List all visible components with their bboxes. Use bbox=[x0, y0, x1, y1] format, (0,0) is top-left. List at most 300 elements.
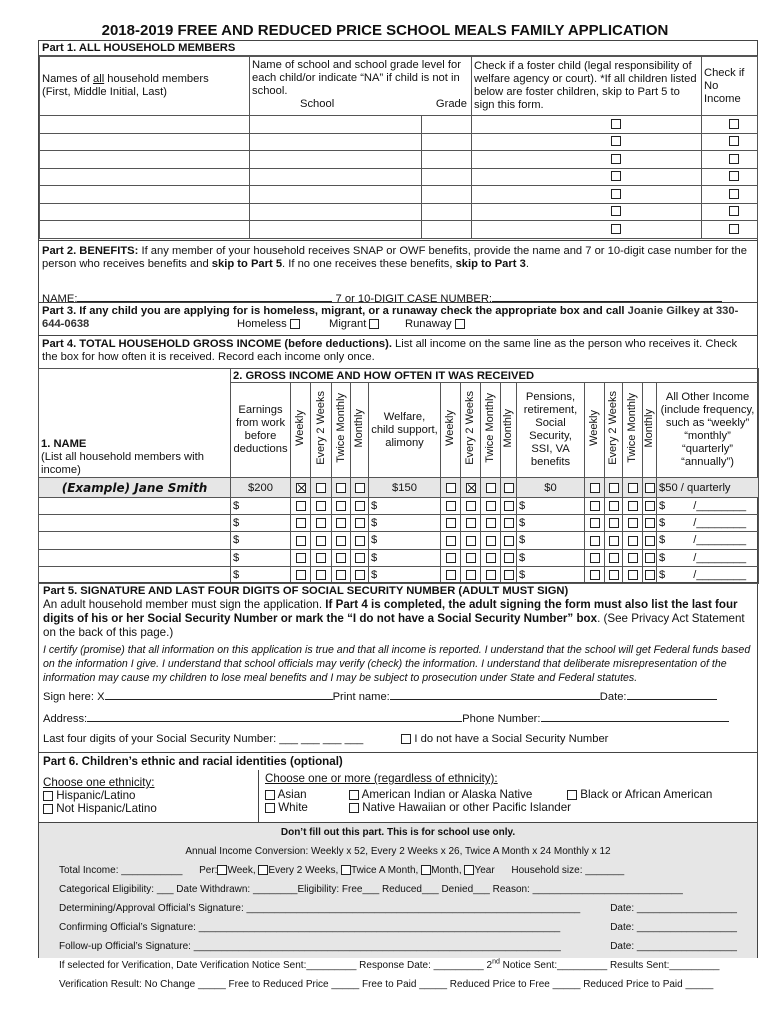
checkbox[interactable] bbox=[504, 501, 514, 511]
checkbox[interactable] bbox=[486, 483, 496, 493]
race-option[interactable]: Black or African American bbox=[567, 788, 712, 801]
checkbox[interactable] bbox=[446, 553, 456, 563]
checkbox[interactable] bbox=[729, 171, 739, 181]
frequency-cell bbox=[332, 478, 351, 498]
checkbox[interactable] bbox=[611, 189, 621, 199]
dollar-sign: $ bbox=[659, 551, 666, 564]
checkbox[interactable] bbox=[486, 501, 496, 511]
checkbox[interactable] bbox=[336, 553, 346, 563]
frequency-header bbox=[605, 383, 623, 478]
checkbox[interactable] bbox=[486, 536, 496, 546]
checkbox[interactable] bbox=[729, 154, 739, 164]
household-member-row bbox=[40, 116, 758, 134]
frequency-cell bbox=[332, 498, 351, 515]
no-income-cell[interactable] bbox=[702, 133, 758, 151]
names-header: Names of all household members (First, Middle Initial, Last) bbox=[40, 57, 250, 116]
checkbox[interactable] bbox=[645, 570, 655, 580]
per-option-label: Month, bbox=[431, 865, 462, 876]
frequency-cell bbox=[585, 549, 605, 566]
checkbox[interactable] bbox=[504, 553, 514, 563]
checkbox[interactable] bbox=[609, 553, 619, 563]
income-row bbox=[39, 566, 759, 583]
income-name-cell[interactable] bbox=[39, 498, 231, 515]
frequency-cell bbox=[605, 566, 623, 583]
example-pensions: $0 bbox=[517, 478, 585, 498]
amount-cell[interactable]: $ bbox=[517, 566, 585, 583]
school-cell[interactable] bbox=[250, 186, 422, 204]
total-income-row: Total Income: ___________ Per: Week, Every 2 Weeks, Twice A Month, Month, Year Household size: _______ bbox=[59, 865, 625, 876]
checkbox[interactable] bbox=[355, 553, 365, 563]
no-income-cell[interactable] bbox=[702, 168, 758, 186]
benefit-name-field[interactable] bbox=[77, 291, 332, 302]
frequency-cell bbox=[481, 566, 501, 583]
checkbox[interactable] bbox=[729, 224, 739, 234]
grade-cell[interactable] bbox=[422, 116, 472, 134]
homeless-option[interactable]: Homeless bbox=[237, 318, 300, 331]
date-label: Date: __________________ bbox=[610, 941, 737, 952]
determining-signature: Determining/Approval Official’s Signature: ____________________________________________________________ bbox=[59, 903, 581, 914]
frequency-cell bbox=[461, 566, 481, 583]
school-use-section bbox=[39, 823, 757, 990]
date-label: Date: __________________ bbox=[610, 903, 737, 914]
member-name-cell[interactable] bbox=[40, 151, 250, 169]
per-option[interactable] bbox=[421, 865, 464, 876]
checkbox[interactable] bbox=[504, 518, 514, 528]
frequency-label: Weekly bbox=[444, 410, 456, 446]
amount-cell[interactable]: $ bbox=[231, 515, 291, 532]
school-header: Name of school and school grade level for each child/or indicate “NA” if child is not in school. School Grade bbox=[250, 57, 472, 116]
frequency-cell bbox=[291, 515, 311, 532]
frequency-label: Monthly bbox=[643, 408, 655, 448]
grade-cell[interactable] bbox=[422, 203, 472, 221]
frequency-cell bbox=[643, 498, 657, 515]
school-cell[interactable] bbox=[250, 221, 422, 239]
checkbox[interactable] bbox=[729, 119, 739, 129]
no-income-cell[interactable] bbox=[702, 151, 758, 169]
race-option[interactable]: White bbox=[265, 801, 308, 814]
signature-field[interactable] bbox=[105, 689, 333, 700]
foster-cell[interactable] bbox=[472, 116, 702, 134]
runaway-option[interactable]: Runaway bbox=[405, 318, 465, 331]
address-field[interactable] bbox=[87, 711, 462, 722]
foster-cell[interactable] bbox=[472, 186, 702, 204]
dollar-sign: $ bbox=[659, 568, 666, 581]
grade-cell[interactable] bbox=[422, 168, 472, 186]
checkbox[interactable] bbox=[729, 206, 739, 216]
print-name-field[interactable] bbox=[390, 689, 600, 700]
frequency-cell bbox=[643, 515, 657, 532]
checkbox[interactable] bbox=[336, 518, 346, 528]
case-number-field[interactable] bbox=[492, 291, 722, 302]
ssn-row bbox=[43, 733, 753, 746]
checkbox[interactable] bbox=[296, 501, 306, 511]
frequency-cell bbox=[311, 532, 332, 549]
checkbox[interactable] bbox=[316, 518, 326, 528]
part2-text: Part 2. BENEFITS: If any member of your household receives SNAP or OWF benefits, provide the name and 7 or 10-digit case number for the person who receives benefits and skip to Part 5. If no one receives these benefits, skip to Part 3. bbox=[42, 245, 747, 270]
checkbox[interactable] bbox=[296, 570, 306, 580]
member-name-cell[interactable] bbox=[40, 221, 250, 239]
frequency-cell bbox=[501, 478, 517, 498]
frequency-cell bbox=[501, 515, 517, 532]
frequency-cell bbox=[461, 498, 481, 515]
checkbox[interactable] bbox=[258, 865, 268, 875]
frequency-header bbox=[461, 383, 481, 478]
checkbox[interactable] bbox=[316, 553, 326, 563]
runaway-checkbox[interactable] bbox=[455, 319, 465, 329]
frequency-blank: /________ bbox=[693, 551, 747, 564]
checkbox[interactable] bbox=[628, 570, 638, 580]
example-name: (Example) Jane Smith bbox=[39, 478, 231, 498]
checkbox[interactable] bbox=[628, 553, 638, 563]
checkbox[interactable] bbox=[486, 518, 496, 528]
amount-cell[interactable]: $ bbox=[369, 566, 441, 583]
school-cell[interactable] bbox=[250, 168, 422, 186]
frequency-cell bbox=[605, 549, 623, 566]
frequency-cell bbox=[585, 566, 605, 583]
frequency-label: Every 2 Weeks bbox=[314, 391, 327, 465]
foster-header: Check if a foster child (legal responsibility of welfare agency or court). *If all children listed below are foster children, skip to Part 5 to sign this form. bbox=[472, 57, 702, 116]
confirming-signature: Confirming Official’s Signature: _________________________________________________________________ bbox=[59, 922, 561, 933]
checkbox[interactable] bbox=[609, 501, 619, 511]
income-row bbox=[39, 532, 759, 549]
school-cell[interactable] bbox=[250, 151, 422, 169]
frequency-cell bbox=[311, 566, 332, 583]
no-ssn-option[interactable]: I do not have a Social Security Number bbox=[401, 733, 608, 745]
frequency-cell bbox=[441, 566, 461, 583]
grade-cell[interactable] bbox=[422, 133, 472, 151]
frequency-cell bbox=[623, 566, 643, 583]
frequency-label: Weekly bbox=[588, 410, 600, 446]
checkbox[interactable] bbox=[645, 536, 655, 546]
checkbox[interactable] bbox=[611, 119, 621, 129]
frequency-cell bbox=[623, 498, 643, 515]
frequency-cell bbox=[311, 549, 332, 566]
checkbox[interactable] bbox=[628, 483, 638, 493]
no-income-cell[interactable] bbox=[702, 116, 758, 134]
frequency-cell bbox=[643, 478, 657, 498]
checkbox[interactable] bbox=[504, 483, 514, 493]
no-ssn-checkbox[interactable] bbox=[401, 734, 411, 744]
foster-cell[interactable] bbox=[472, 221, 702, 239]
part6-section bbox=[39, 753, 757, 823]
checkbox[interactable] bbox=[355, 536, 365, 546]
checkbox[interactable] bbox=[645, 483, 655, 493]
other-income-header: All Other Income (include frequency, such as “weekly” “monthly” “quarterly” “annually”) bbox=[657, 383, 759, 478]
school-cell[interactable] bbox=[250, 133, 422, 151]
income-conversion: Annual Income Conversion: Weekly x 52, Every 2 Weeks x 26, Twice A Month x 24 Monthly x 12 bbox=[185, 846, 611, 857]
checkbox[interactable] bbox=[296, 553, 306, 563]
frequency-cell bbox=[332, 549, 351, 566]
grade-cell[interactable] bbox=[422, 221, 472, 239]
checkbox[interactable] bbox=[645, 518, 655, 528]
checkbox[interactable] bbox=[446, 536, 456, 546]
frequency-cell bbox=[643, 532, 657, 549]
checkbox[interactable] bbox=[590, 518, 600, 528]
amount-cell[interactable]: $ bbox=[369, 498, 441, 515]
checkbox[interactable] bbox=[355, 518, 365, 528]
frequency-blank: /________ bbox=[693, 568, 747, 581]
household-member-row bbox=[40, 133, 758, 151]
checkbox[interactable] bbox=[446, 570, 456, 580]
frequency-label: Weekly bbox=[294, 410, 306, 446]
amount-cell[interactable]: $ bbox=[231, 549, 291, 566]
checkbox[interactable] bbox=[590, 483, 600, 493]
migrant-checkbox[interactable] bbox=[369, 319, 379, 329]
member-name-cell[interactable] bbox=[40, 133, 250, 151]
frequency-header bbox=[585, 383, 605, 478]
checkbox[interactable] bbox=[729, 189, 739, 199]
part1-section bbox=[39, 41, 757, 238]
frequency-cell bbox=[481, 532, 501, 549]
homeless-checkbox[interactable] bbox=[290, 319, 300, 329]
household-member-row bbox=[40, 186, 758, 204]
frequency-label: Monthly bbox=[353, 408, 365, 448]
checkbox[interactable] bbox=[464, 865, 474, 875]
frequency-cell bbox=[585, 515, 605, 532]
frequency-cell bbox=[501, 566, 517, 583]
checkbox[interactable] bbox=[504, 536, 514, 546]
migrant-option[interactable]: Migrant bbox=[329, 318, 379, 331]
member-name-cell[interactable] bbox=[40, 168, 250, 186]
checkbox[interactable] bbox=[446, 518, 456, 528]
frequency-cell bbox=[351, 566, 369, 583]
checkbox[interactable] bbox=[590, 570, 600, 580]
per-option-label: Year bbox=[474, 865, 495, 876]
member-name-cell[interactable] bbox=[40, 203, 250, 221]
checkbox[interactable] bbox=[628, 536, 638, 546]
foster-cell[interactable] bbox=[472, 133, 702, 151]
verification-result: Verification Result: No Change _____ Free to Reduced Price _____ Free to Paid _____ Reduced Price to Free _____ Reduced Price to Paid _____ bbox=[59, 979, 714, 990]
frequency-cell bbox=[605, 498, 623, 515]
checkbox[interactable] bbox=[296, 536, 306, 546]
example-earnings: $200 bbox=[231, 478, 291, 498]
form-title: 2018-2019 FREE AND REDUCED PRICE SCHOOL MEALS FAMILY APPLICATION bbox=[101, 22, 669, 39]
frequency-cell bbox=[623, 515, 643, 532]
frequency-cell bbox=[501, 549, 517, 566]
foster-cell[interactable] bbox=[472, 151, 702, 169]
race-option[interactable]: Native Hawaiian or other Pacific Islander bbox=[349, 801, 571, 814]
frequency-cell bbox=[351, 478, 369, 498]
checkbox[interactable] bbox=[341, 865, 351, 875]
ethnicity-option[interactable]: Not Hispanic/Latino bbox=[43, 802, 157, 815]
frequency-cell bbox=[481, 498, 501, 515]
frequency-header bbox=[501, 383, 517, 478]
verification-row: If selected for Verification, Date Verification Notice Sent:_________ Response Date: _________ 2nd Notice Sent:_________ Results Sent:_________ bbox=[59, 958, 720, 971]
frequency-label: Every 2 Weeks bbox=[464, 391, 476, 465]
frequency-cell bbox=[351, 498, 369, 515]
part4-section: Part 4. TOTAL HOUSEHOLD GROSS INCOME (before deductions). List all income on the same line as the person who receives it. Check the box for how often it is received. Record each income only once. bbox=[42, 338, 738, 363]
amount-cell[interactable]: $ bbox=[369, 549, 441, 566]
amount-cell[interactable]: $ bbox=[369, 515, 441, 532]
frequency-cell bbox=[441, 532, 461, 549]
household-member-row bbox=[40, 151, 758, 169]
checkbox[interactable] bbox=[336, 483, 346, 493]
race-option[interactable]: American Indian or Alaska Native bbox=[349, 788, 532, 801]
race-option[interactable]: Asian bbox=[265, 788, 307, 801]
ethnicity-option[interactable]: Hispanic/Latino bbox=[43, 789, 136, 802]
dollar-sign: $ bbox=[659, 534, 666, 547]
date-field[interactable] bbox=[627, 689, 717, 700]
certification-text: I certify (promise) that all information on this application is true and that all income is reported. I understand that the school will get Federal funds based on the information I give. I understand that school officials may verify (check) the information. I understand that deliberate misrepresentation of the information may cause my children to lose meal benefits and I may be subject to prosecution under State and Federal statutes. bbox=[43, 644, 751, 684]
frequency-cell bbox=[623, 549, 643, 566]
foster-cell[interactable] bbox=[472, 168, 702, 186]
income-name-cell[interactable] bbox=[39, 515, 231, 532]
checkbox[interactable] bbox=[446, 483, 456, 493]
amount-cell[interactable]: $ bbox=[517, 498, 585, 515]
part2-section bbox=[39, 240, 757, 303]
checkbox[interactable] bbox=[316, 501, 326, 511]
checkbox[interactable] bbox=[316, 570, 326, 580]
income-row bbox=[39, 515, 759, 532]
checkbox[interactable] bbox=[355, 570, 365, 580]
frequency-blank: /________ bbox=[693, 534, 747, 547]
checkbox[interactable] bbox=[336, 536, 346, 546]
no-income-cell[interactable] bbox=[702, 221, 758, 239]
frequency-cell bbox=[623, 532, 643, 549]
checkbox[interactable] bbox=[628, 518, 638, 528]
checkbox[interactable] bbox=[421, 865, 431, 875]
frequency-header bbox=[643, 383, 657, 478]
checkbox[interactable] bbox=[729, 136, 739, 146]
gross-income-heading: 2. GROSS INCOME AND HOW OFTEN IT WAS RECEIVED bbox=[231, 369, 759, 383]
checkbox[interactable] bbox=[486, 570, 496, 580]
checkbox[interactable] bbox=[296, 518, 306, 528]
grade-cell[interactable] bbox=[422, 151, 472, 169]
checkbox[interactable] bbox=[590, 536, 600, 546]
checkbox[interactable] bbox=[590, 553, 600, 563]
foster-cell[interactable] bbox=[472, 203, 702, 221]
other-income-cell[interactable] bbox=[657, 532, 759, 549]
checkbox[interactable] bbox=[590, 501, 600, 511]
checkbox[interactable] bbox=[611, 154, 621, 164]
member-name-cell[interactable] bbox=[40, 186, 250, 204]
checkbox[interactable] bbox=[486, 553, 496, 563]
checkbox[interactable] bbox=[466, 536, 476, 546]
checkbox[interactable] bbox=[336, 570, 346, 580]
phone-field[interactable] bbox=[541, 711, 729, 722]
checkbox[interactable] bbox=[466, 553, 476, 563]
amount-cell[interactable]: $ bbox=[517, 532, 585, 549]
checkbox[interactable] bbox=[504, 570, 514, 580]
frequency-cell bbox=[311, 498, 332, 515]
dollar-sign: $ bbox=[659, 500, 666, 513]
checkbox[interactable] bbox=[355, 501, 365, 511]
address-row: Address: Phone Number: bbox=[43, 711, 753, 726]
amount-cell[interactable]: $ bbox=[231, 498, 291, 515]
frequency-cell bbox=[585, 532, 605, 549]
per-option-label: Week, bbox=[227, 865, 256, 876]
member-name-cell[interactable] bbox=[40, 116, 250, 134]
per-option[interactable] bbox=[464, 865, 497, 876]
income-name-cell[interactable] bbox=[39, 549, 231, 566]
checkbox[interactable] bbox=[611, 206, 621, 216]
checkbox[interactable] bbox=[609, 570, 619, 580]
checkbox[interactable] bbox=[611, 136, 621, 146]
other-income-cell[interactable] bbox=[657, 515, 759, 532]
date-label: Date: __________________ bbox=[610, 922, 737, 933]
frequency-label: Twice Monthly bbox=[484, 393, 496, 463]
checkbox[interactable] bbox=[316, 483, 326, 493]
frequency-cell bbox=[441, 498, 461, 515]
income-name-cell[interactable] bbox=[39, 566, 231, 583]
signature-row: Sign here: X Print name: Date: bbox=[43, 689, 753, 704]
school-use-heading: Don’t fill out this part. This is for school use only. bbox=[280, 827, 516, 838]
per-option[interactable] bbox=[341, 865, 421, 876]
checkbox[interactable] bbox=[217, 865, 227, 875]
checkbox[interactable] bbox=[466, 518, 476, 528]
checkbox[interactable] bbox=[645, 501, 655, 511]
no-income-cell[interactable] bbox=[702, 203, 758, 221]
name-header: 1. NAME (List all household members with income) bbox=[39, 369, 231, 478]
amount-cell[interactable]: $ bbox=[517, 515, 585, 532]
per-option[interactable] bbox=[217, 865, 258, 876]
frequency-cell bbox=[643, 566, 657, 583]
amount-cell[interactable]: $ bbox=[231, 532, 291, 549]
checkbox[interactable] bbox=[609, 536, 619, 546]
frequency-cell bbox=[605, 478, 623, 498]
checkbox[interactable] bbox=[466, 570, 476, 580]
checkbox[interactable] bbox=[611, 224, 621, 234]
frequency-cell bbox=[441, 549, 461, 566]
checkbox[interactable] bbox=[316, 536, 326, 546]
other-income-cell[interactable] bbox=[657, 549, 759, 566]
checkbox[interactable] bbox=[336, 501, 346, 511]
other-income-cell[interactable] bbox=[657, 498, 759, 515]
frequency-header bbox=[311, 383, 332, 478]
frequency-cell bbox=[291, 498, 311, 515]
frequency-header bbox=[481, 383, 501, 478]
part3-section: Part 3. If any child you are applying for is homeless, migrant, or a runaway check the appropriate box and call Joanie Gilkey at 330-644-0638 Homeless Migrant Runaway bbox=[39, 303, 757, 336]
checkbox[interactable] bbox=[466, 483, 476, 493]
income-table bbox=[38, 368, 759, 584]
per-option[interactable] bbox=[258, 865, 341, 876]
frequency-cell bbox=[291, 532, 311, 549]
checkbox[interactable] bbox=[609, 518, 619, 528]
checkbox[interactable] bbox=[628, 501, 638, 511]
checkbox[interactable] bbox=[645, 553, 655, 563]
grade-cell[interactable] bbox=[422, 186, 472, 204]
checkbox[interactable] bbox=[609, 483, 619, 493]
per-option-label: Twice A Month, bbox=[351, 865, 419, 876]
frequency-cell bbox=[585, 478, 605, 498]
income-row bbox=[39, 549, 759, 566]
checkbox[interactable] bbox=[355, 483, 365, 493]
amount-cell[interactable]: $ bbox=[517, 549, 585, 566]
household-member-row bbox=[40, 168, 758, 186]
income-name-cell[interactable] bbox=[39, 532, 231, 549]
school-cell[interactable] bbox=[250, 203, 422, 221]
amount-cell[interactable]: $ bbox=[369, 532, 441, 549]
other-income-cell[interactable] bbox=[657, 566, 759, 583]
checkbox[interactable] bbox=[296, 483, 306, 493]
eligibility-row: Categorical Eligibility: ___ Date Withdrawn: ________Eligibility: Free___ Reduced___ Denied___ Reason: ___________________________ bbox=[59, 884, 683, 895]
amount-cell[interactable]: $ bbox=[231, 566, 291, 583]
per-option-label: Every 2 Weeks, bbox=[268, 865, 339, 876]
ssn-field[interactable]: Last four digits of your Social Security Number: ___ ___ ___ ___ bbox=[43, 733, 364, 745]
checkbox[interactable] bbox=[611, 171, 621, 181]
checkbox[interactable] bbox=[446, 501, 456, 511]
benefits-fields: NAME: 7 or 10-DIGIT CASE NUMBER: bbox=[42, 291, 754, 306]
frequency-cell bbox=[311, 478, 332, 498]
part1-heading: Part 1. ALL HOUSEHOLD MEMBERS bbox=[39, 41, 757, 56]
school-cell[interactable] bbox=[250, 116, 422, 134]
followup-signature: Follow-up Official’s Signature: __________________________________________________________________ bbox=[59, 941, 561, 952]
frequency-cell bbox=[461, 478, 481, 498]
frequency-cell bbox=[481, 515, 501, 532]
frequency-cell bbox=[291, 549, 311, 566]
no-income-cell[interactable] bbox=[702, 186, 758, 204]
checkbox[interactable] bbox=[466, 501, 476, 511]
